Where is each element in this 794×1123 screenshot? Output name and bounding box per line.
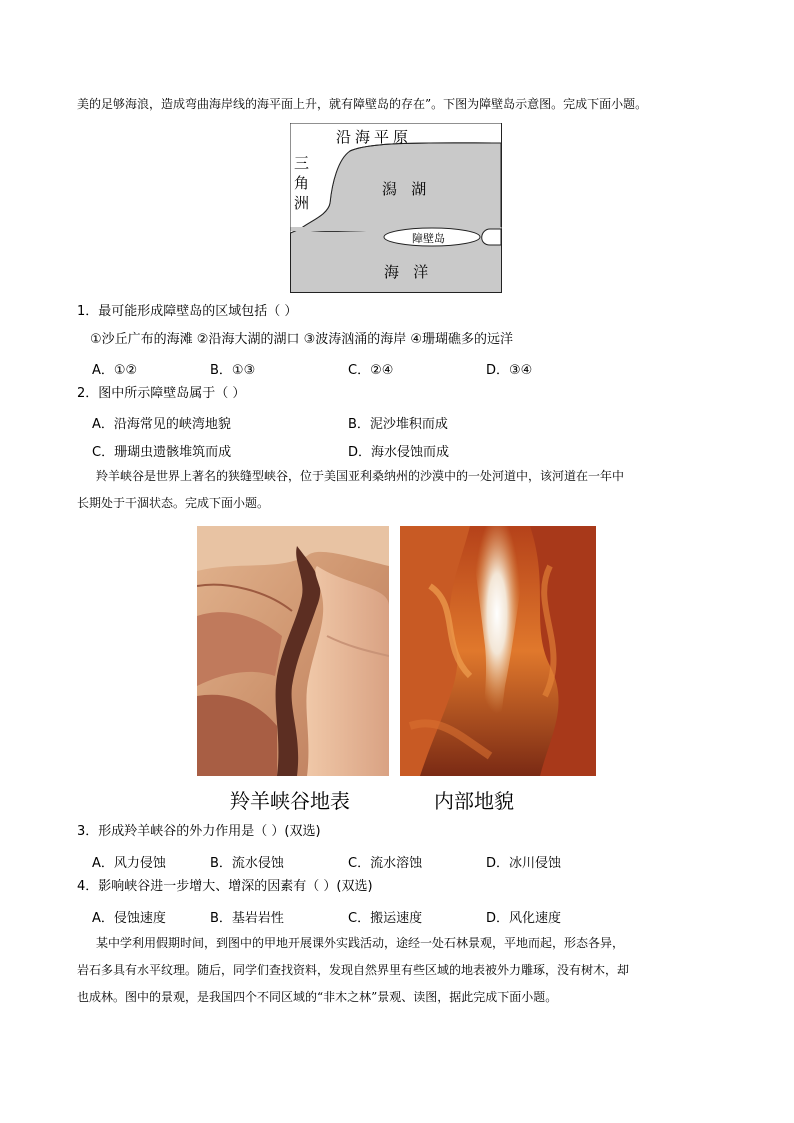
- delta-label: [294, 153, 312, 213]
- q1-option-a[interactable]: A．①②: [92, 363, 138, 378]
- barrier-island-label: 障壁岛: [412, 232, 445, 245]
- ocean-label: 海 洋: [384, 263, 429, 281]
- coastal-plain-label: 沿海平原: [336, 128, 413, 146]
- q2-option-a[interactable]: A．沿海常见的峡湾地貌: [92, 417, 231, 432]
- q3-option-b[interactable]: B．流水侵蚀: [210, 856, 284, 871]
- canyon-interior-image: [400, 526, 596, 776]
- q1-option-c[interactable]: C．②④: [348, 363, 394, 378]
- q4-option-b[interactable]: B．基岩岩性: [210, 911, 284, 926]
- delta-char-1: 三: [294, 154, 310, 172]
- q4-option-a[interactable]: A．侵蚀速度: [92, 911, 166, 926]
- q2-option-d[interactable]: D．海水侵蚀而成: [348, 445, 450, 460]
- q1-items: ①沙丘广布的海滩 ②沿海大湖的湖口 ③波涛汹涌的海岸 ④珊瑚礁多的远洋: [90, 332, 514, 347]
- q4-stem: 4．影响峡谷进一步增大、增深的因素有（ ）(双选): [77, 879, 373, 894]
- q1-stem: 1．最可能形成障壁岛的区域包括（ ）: [77, 304, 298, 319]
- intro-text-2-line-2: 长期处于干涸状态。完成下面小题。: [77, 496, 270, 510]
- canyon-surface-image: [197, 526, 389, 776]
- q3-stem: 3．形成羚羊峡谷的外力作用是（ ）(双选): [77, 824, 321, 839]
- canyon-surface-photo: [197, 526, 389, 776]
- q3-option-d[interactable]: D．冰川侵蚀: [486, 856, 562, 871]
- lagoon-label: 潟 湖: [382, 180, 427, 198]
- intro-text-3-line-3: 也成林。图中的景观，是我国四个不同区域的“非木之林”景观、读图，据此完成下面小题。: [77, 990, 558, 1004]
- delta-char-3: 洲: [294, 194, 310, 212]
- barrier-island-diagram: [290, 123, 502, 293]
- q1-option-b[interactable]: B．①③: [210, 363, 256, 378]
- q2-stem: 2．图中所示障壁岛属于（ ）: [77, 386, 246, 401]
- canyon-surface-caption: 羚羊峡谷地表: [230, 789, 350, 813]
- q3-option-a[interactable]: A．风力侵蚀: [92, 856, 166, 871]
- q4-option-c[interactable]: C．搬运速度: [348, 911, 423, 926]
- canyon-interior-caption: 内部地貌: [434, 789, 514, 813]
- q3-option-c[interactable]: C．流水溶蚀: [348, 856, 423, 871]
- intro-text-1: 美的足够海浪，造成弯曲海岸线的海平面上升，就有障壁岛的存在”。下图为障壁岛示意图。完成下面小题。: [77, 97, 648, 111]
- intro-text-3-line-2: 岩石多具有水平纹理。随后，同学们查找资料，发现自然界里有些区域的地表被外力雕琢，没有树木，却: [77, 963, 630, 977]
- delta-char-2: 角: [294, 174, 310, 192]
- intro-text-2-line-1: 羚羊峡谷是世界上著名的狭缝型峡谷，位于美国亚利桑纳州的沙漠中的一处河道中，该河道在一年中: [96, 469, 625, 483]
- canyon-interior-photo: [400, 526, 596, 776]
- q1-option-d[interactable]: D．③④: [486, 363, 533, 378]
- intro-text-3-line-1: 某中学利用假期时间，到图中的甲地开展课外实践活动，途经一处石林景观，平地而起，形态各异，: [96, 936, 625, 950]
- q2-option-b[interactable]: B．泥沙堆积而成: [348, 417, 448, 432]
- q2-option-c[interactable]: C．珊瑚虫遗骸堆筑而成: [92, 445, 232, 460]
- q4-option-d[interactable]: D．风化速度: [486, 911, 562, 926]
